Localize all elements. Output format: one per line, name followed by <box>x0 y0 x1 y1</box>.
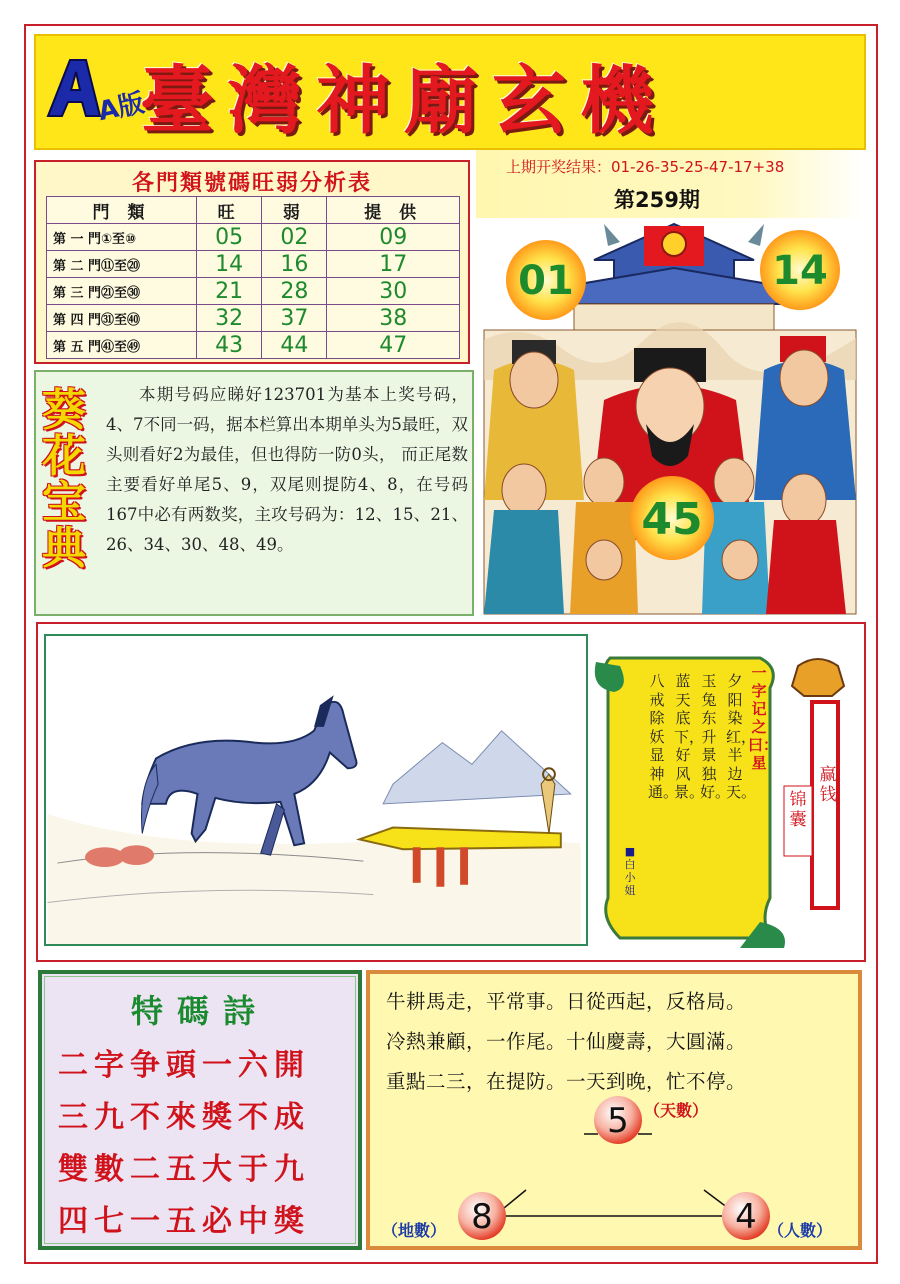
table-header-row <box>47 197 460 224</box>
scroll-column: 蓝天底下，好风景。 <box>674 672 705 801</box>
poem-line: 雙數二五大于九 <box>58 1152 310 1187</box>
row-label: 第 三 門㉑至㉚ <box>47 278 197 305</box>
poem-line: 四七一五必中獎 <box>58 1204 310 1239</box>
wang-value: 43 <box>197 332 262 359</box>
win-money-text: 赢钱 <box>819 765 837 805</box>
analysis-title: 各門類號碼旺弱分析表 <box>131 171 372 196</box>
row-label: 第 一 門①至⑩ <box>47 224 197 251</box>
horse-bridge-illustration <box>44 634 588 946</box>
analysis-table <box>46 196 460 359</box>
table-row <box>47 305 460 332</box>
row-label: 第 二 門⑪至⑳ <box>47 251 197 278</box>
row-label: 第 四 門㉛至㊵ <box>47 305 197 332</box>
ren-label: （人數） <box>768 1221 833 1240</box>
scroll-author: ■白小姐 <box>624 845 636 897</box>
ball-center-value: 45 <box>641 494 703 545</box>
sunflower-title: 葵花宝典 <box>42 385 86 574</box>
badge-a-logo <box>40 52 147 128</box>
scroll-title: 一字记之曰：星 <box>748 664 779 772</box>
ruo-value: 28 <box>262 278 327 305</box>
last-result-text: 上期开奖结果：01-26-35-25-47-17+38 <box>506 158 785 176</box>
ren-value: 4 <box>735 1197 757 1237</box>
temple-gods-illustration <box>484 220 856 614</box>
number-triangle <box>366 1090 862 1250</box>
poem-title: 特碼詩 <box>130 992 269 1030</box>
verse-line: 牛耕馬走，平常事。日從西起，反格局。 <box>386 990 747 1013</box>
issue-number: 第259期 <box>614 188 700 212</box>
poem-line: 二字争頭一六開 <box>58 1048 310 1083</box>
poem-line: 三九不來獎不成 <box>58 1100 310 1135</box>
ruo-value: 02 <box>262 224 327 251</box>
tigong-value: 47 <box>327 332 460 359</box>
di-label: （地數） <box>382 1221 447 1240</box>
tigong-value: 30 <box>327 278 460 305</box>
last-result-panel <box>476 150 866 218</box>
column-header: 提 供 <box>327 197 460 224</box>
wang-value: 05 <box>197 224 262 251</box>
page-title: 臺灣神廟玄機 <box>140 58 668 144</box>
tian-value: 5 <box>607 1101 629 1141</box>
sunflower-panel <box>34 370 474 616</box>
table-row <box>47 224 460 251</box>
wang-value: 21 <box>197 278 262 305</box>
column-header: 門 類 <box>47 197 197 224</box>
row-label: 第 五 門㊶至㊾ <box>47 332 197 359</box>
table-row <box>47 278 460 305</box>
analysis-table-panel <box>34 160 470 364</box>
column-header: 弱 <box>262 197 327 224</box>
table-row <box>47 332 460 359</box>
sunflower-text: 本期号码应睇好123701为基本上奖号码，4、7不同一码，据本栏算出本期单头为5最旺，双头则看好2为最佳，但也得防一防0头， 而正尾数主要看好单尾5、9，双尾则提防4、8，在号码167中必有两数奖，主攻号码为：12、15、21、26、34、30、48、49。 <box>106 385 468 554</box>
tian-label: （天數） <box>644 1101 709 1120</box>
tigong-value: 09 <box>327 224 460 251</box>
jin-nang-text: 锦囊 <box>789 790 807 830</box>
table-row <box>47 251 460 278</box>
tigong-value: 17 <box>327 251 460 278</box>
column-header: 旺 <box>197 197 262 224</box>
ball-right-value: 14 <box>772 248 828 294</box>
badge-text: A版 <box>95 88 147 128</box>
tigong-value: 38 <box>327 305 460 332</box>
scroll-column: 八戒除妖显神通。 <box>648 672 679 801</box>
wang-value: 14 <box>197 251 262 278</box>
ruo-value: 37 <box>262 305 327 332</box>
di-value: 8 <box>471 1197 493 1237</box>
scroll-column: 夕阳染红，半边天。 <box>726 672 757 801</box>
ruo-value: 44 <box>262 332 327 359</box>
verse-line: 重點二三，在提防。一天到晚，忙不停。 <box>386 1070 747 1093</box>
scroll-column: 玉兔东升景独好。 <box>700 672 731 801</box>
ball-left-value: 01 <box>518 258 574 304</box>
ruo-value: 16 <box>262 251 327 278</box>
wang-value: 32 <box>197 305 262 332</box>
verse-line: 冷熱兼顧，一作尾。十仙慶壽，大圓滿。 <box>386 1030 747 1053</box>
